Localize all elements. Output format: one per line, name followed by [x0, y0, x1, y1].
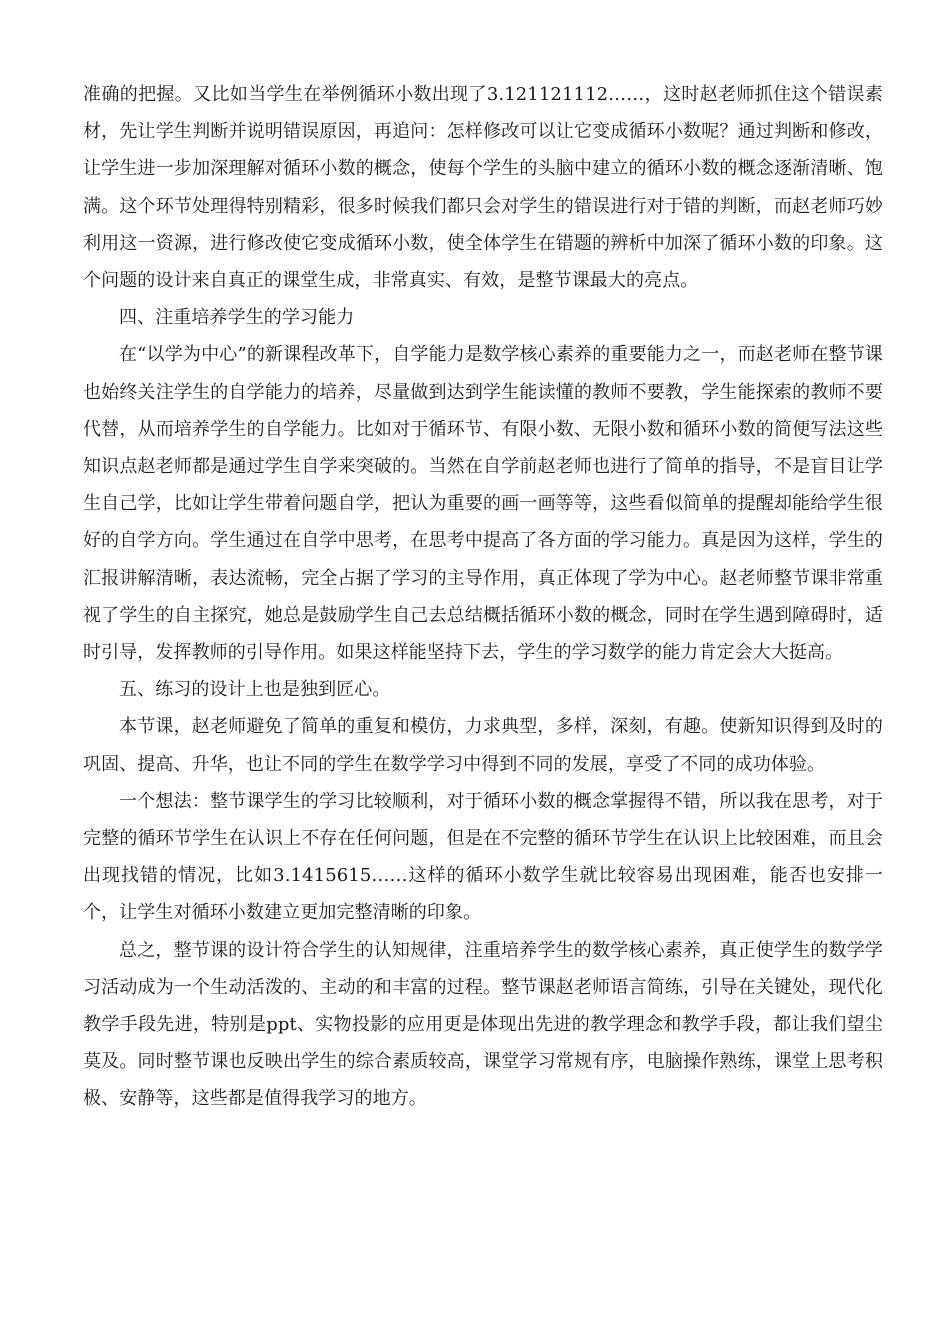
paragraph-thought: 一个想法：整节课学生的学习比较顺利，对于循环小数的概念掌握得不错，所以我在思考，对于完整的循环节学生在认识上不存在任何问题，但是在不完整的循环节学生在认识上比较困难，而且会出现找错的情况，比如3.1415615……这样的循环小数学生就比较容易出现困难，能否也安排一个，让学生对循环小数建立更加完整清晰的印象。	[83, 790, 883, 924]
paragraph-exercises: 本节课，赵老师避免了简单的重复和模仿，力求典型，多样，深刻，有趣。使新知识得到及时的巩固、提高、升华，也让不同的学生在数学学习中得到不同的发展，享受了不同的成功体验。	[83, 716, 883, 775]
paragraph-self-learning: 在“以学为中心”的新课程改革下，自学能力是数学核心素养的重要能力之一，而赵老师在整节课也始终关注学生的自学能力的培养，尽量做到达到学生能读懂的教师不要教，学生能探索的教师不要代替，从而培养学生的自学能力。比如对于循环节、有限小数、无限小数和循环小数的简便写法这些知识点赵老师都是通过学生自学来突破的。当然在自学前赵老师也进行了简单的指导，不是盲目让学生自己学，比如让学生带着问题自学，把认为重要的画一画等等，这些看似简单的提醒却能给学生很好的自学方向。学生通过在自学中思考，在思考中提高了各方面的学习能力。真是因为这样，学生的汇报讲解清晰，表达流畅，完全占据了学习的主导作用，真正体现了学为中心。赵老师整节课非常重视了学生的自主探究，她总是鼓励学生自己去总结概括循环小数的概念，同时在学生遇到障碍时，适时引导，发挥教师的引导作用。如果这样能坚持下去，学生的学习数学的能力肯定会大大挺高。	[83, 344, 883, 664]
document-page	[83, 76, 883, 1118]
section-heading-4: 四、注重培养学生的学习能力	[119, 307, 355, 329]
section-heading-5: 五、练习的设计上也是独到匠心。	[119, 679, 391, 701]
paragraph-conclusion: 总之，整节课的设计符合学生的认知规律，注重培养学生的数学核心素养，真正使学生的数学学习活动成为一个生动活泼的、主动的和丰富的过程。整节课赵老师语言简练，引导在关键处，现代化教学手段先进，特别是ppt、实物投影的应用更是体现出先进的教学理念和教学手段，都让我们望尘莫及。同时整节课也反映出学生的综合素质较高，课堂学习常规有序，电脑操作熟练，课堂上思考积极、安静等，这些都是值得我学习的地方。	[83, 939, 883, 1110]
paragraph-continuation: 准确的把握。又比如当学生在举例循环小数出现了3.121121112……，这时赵老师抓住这个错误素材，先让学生判断并说明错误原因，再追问：怎样修改可以让它变成循环小数呢？通过判断和修改，让学生进一步加深理解对循环小数的概念，使每个学生的头脑中建立的循环小数的概念逐渐清晰、饱满。这个环节处理得特别精彩，很多时候我们都只会对学生的错误进行对于错的判断，而赵老师巧妙利用这一资源，进行修改使它变成循环小数，使全体学生在错题的辨析中加深了循环小数的印象。这个问题的设计来自真正的课堂生成，非常真实、有效，是整节课最大的亮点。	[83, 84, 883, 292]
